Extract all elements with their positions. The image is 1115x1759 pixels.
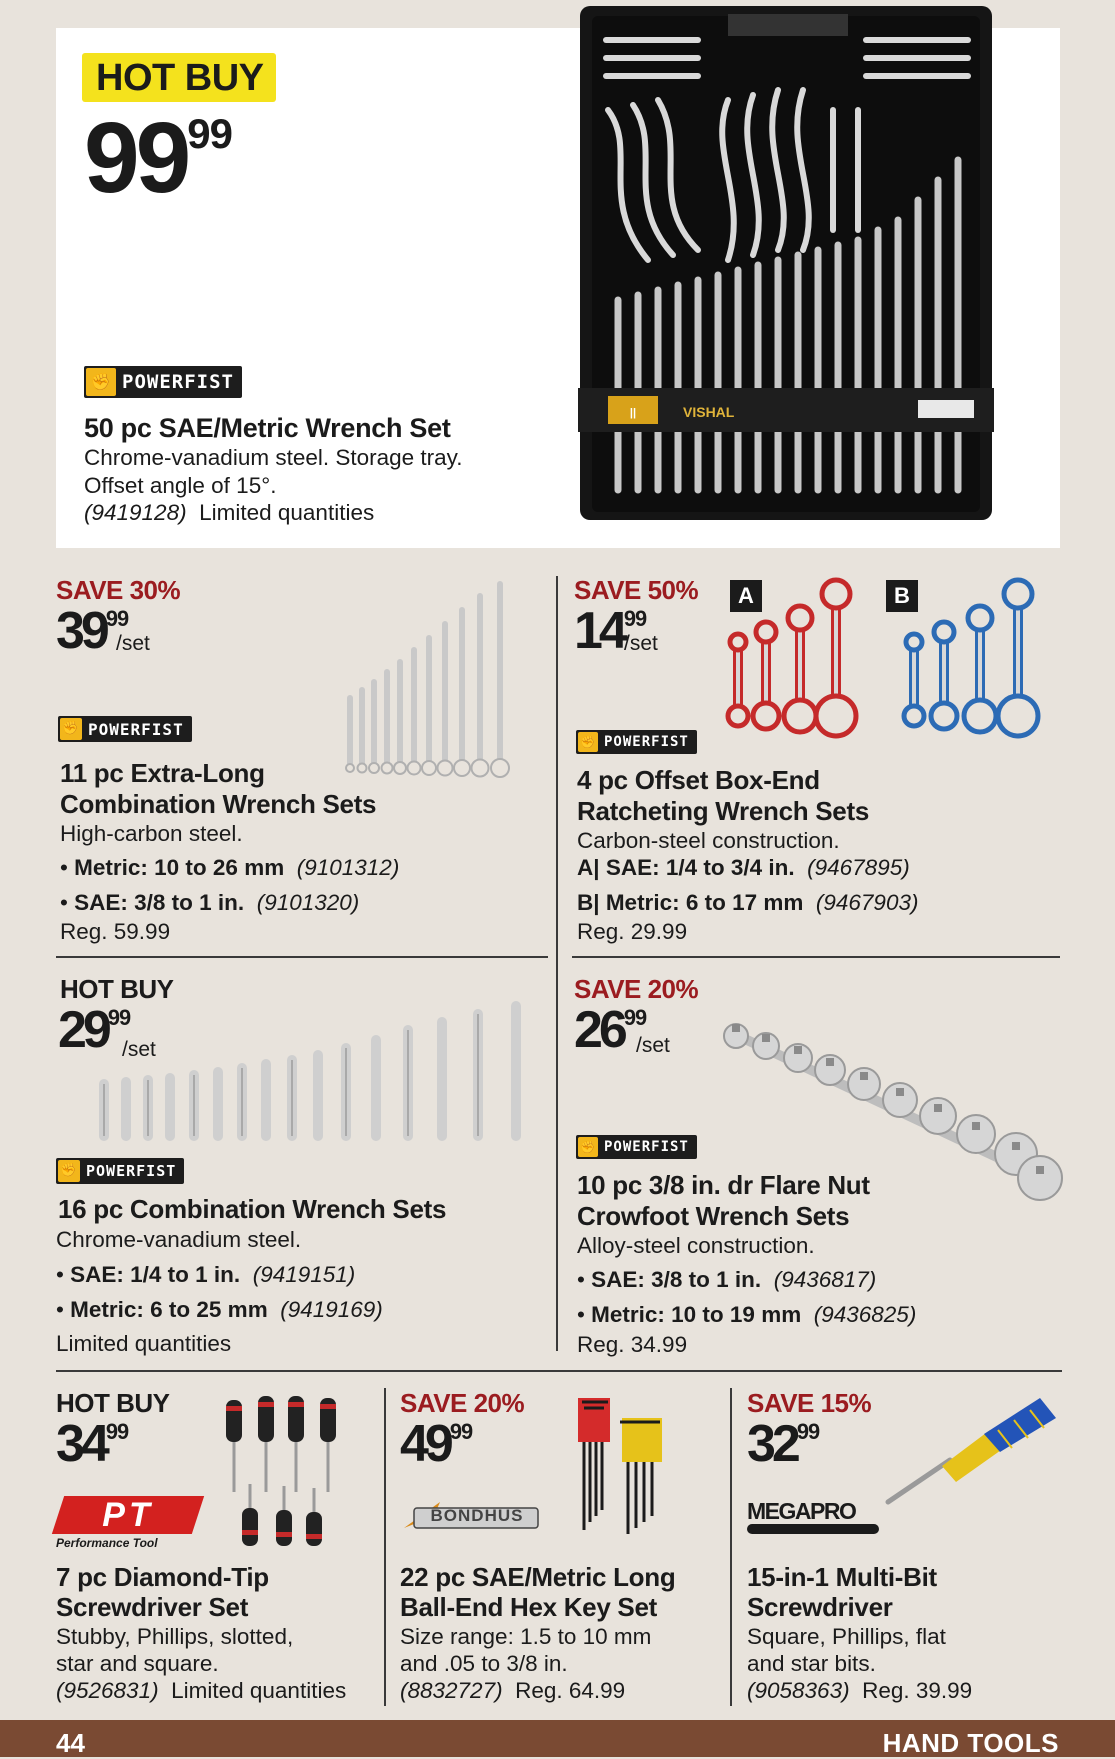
p5-screwdriver-image [214,1392,364,1552]
hero-desc-2: Offset angle of 15°. [84,473,277,498]
p3-wrench-image [90,1000,540,1150]
p7-desc-2: and star bits. [747,1651,876,1676]
p6-title-2: Ball-End Hex Key Set [400,1592,657,1622]
divider-vertical-2 [384,1388,386,1706]
p1-price: $39^{99}$ [56,602,129,660]
section-title: HAND TOOLS [882,1728,1059,1758]
p4-bullet-sae: • SAE: 3/8 to 1 in. (9436817) [577,1267,877,1292]
p3-bullet-metric: • Metric: 6 to 25 mm (9419169) [56,1297,383,1322]
p3-desc: Chrome-vanadium steel. [56,1227,302,1252]
p3-bullet-sae: • SAE: 1/4 to 1 in. (9419151) [56,1262,356,1287]
p1-desc: High-carbon steel. [60,821,243,846]
p1-wrench-image [340,578,520,778]
fist-icon: ✊ [86,368,116,396]
hero-title: 50 pc SAE/Metric Wrench Set [84,413,451,443]
p4-powerfist-logo: ✊ POWERFIST [576,1135,697,1159]
divider-horizontal-left [56,956,548,958]
p7-price: $32^{99}$ [747,1415,820,1473]
p1-reg-price: Reg. 59.99 [60,919,171,944]
p4-unit: /set [636,1034,670,1057]
bondhus-logo: BONDHUS [400,1498,540,1532]
p2-title-2: Ratcheting Wrench Sets [577,796,869,826]
p3-note: Limited quantities [56,1331,232,1356]
p2-save-tag: SAVE 50% [574,575,699,605]
p1-save-tag: SAVE 30% [56,575,181,605]
p1-bullet-metric: • Metric: 10 to 26 mm (9101312) [60,855,400,880]
p6-save-tag: SAVE 20% [400,1388,525,1418]
p7-desc-1: Square, Phillips, flat [747,1624,946,1649]
p4-title-1: 10 pc 3/8 in. dr Flare Nut [577,1170,870,1200]
p3-price: $29^{99}$ [58,1001,131,1059]
p5-hot-buy-tag: HOT BUY [56,1388,170,1418]
p5-sku-line: (9526831) Limited quantities [56,1678,347,1703]
pt-logo: PT [52,1496,204,1534]
fist-icon: ✊ [60,718,82,740]
p2-desc: Carbon-steel construction. [577,828,840,853]
hero-desc-1: Chrome-vanadium steel. Storage tray. [84,445,463,470]
p7-title-1: 15-in-1 Multi-Bit [747,1562,937,1592]
p4-title-2: Crowfoot Wrench Sets [577,1201,850,1231]
p6-desc-2: and .05 to 3/8 in. [400,1651,568,1676]
hero-sku-line: (9419128) Limited quantities [84,500,375,525]
p7-sku-line: (9058363) Reg. 39.99 [747,1678,973,1703]
p5-desc-2: star and square. [56,1651,219,1676]
tray-label: VISHAL [683,404,735,420]
divider-vertical-1 [556,576,558,1351]
p6-title-1: 22 pc SAE/Metric Long [400,1562,676,1592]
p2-powerfist-logo: ✊ POWERFIST [576,730,697,754]
p6-hex-key-image [574,1390,684,1540]
p4-bullet-metric: • Metric: 10 to 19 mm (9436825) [577,1302,917,1327]
fist-icon: ✊ [578,732,598,752]
svg-text:||: || [629,407,637,419]
divider-vertical-3 [730,1388,732,1706]
p2-unit: /set [624,632,658,655]
fist-icon: ✊ [578,1137,598,1157]
hero-price: $99^{99}$ [84,102,232,214]
p1-bullet-sae: • SAE: 3/8 to 1 in. (9101320) [60,890,360,915]
p2-option-a: A| SAE: 1/4 to 3/4 in. (9467895) [577,855,910,880]
p5-title-2: Screwdriver Set [56,1592,249,1622]
powerfist-logo: ✊ POWERFIST [84,366,242,398]
p2-option-b: B| Metric: 6 to 17 mm (9467903) [577,890,919,915]
p3-title: 16 pc Combination Wrench Sets [58,1194,447,1224]
fist-icon: ✊ [58,1160,80,1182]
p3-hot-buy-tag: HOT BUY [60,974,174,1004]
p3-unit: /set [122,1038,156,1061]
p4-desc: Alloy-steel construction. [577,1233,815,1258]
p1-title-2: Combination Wrench Sets [60,789,377,819]
p2-title-1: 4 pc Offset Box-End [577,765,820,795]
p6-desc-1: Size range: 1.5 to 10 mm [400,1624,652,1649]
p7-save-tag: SAVE 15% [747,1388,872,1418]
p4-price: $26^{99}$ [574,1001,647,1059]
p6-price: $49^{99}$ [400,1415,473,1473]
megapro-logo-bar [747,1524,879,1534]
p5-title-1: 7 pc Diamond-Tip [56,1562,269,1592]
p1-unit: /set [116,632,150,655]
divider-horizontal-bottom [56,1370,1062,1372]
p5-desc-1: Stubby, Phillips, slotted, [56,1624,294,1649]
p7-title-2: Screwdriver [747,1592,893,1622]
p1-title-1: 11 pc Extra-Long [60,758,265,788]
p2-label-b: B [886,580,918,612]
megapro-logo: MEGAPRO [747,1498,856,1524]
p4-save-tag: SAVE 20% [574,974,699,1004]
divider-horizontal-right [572,956,1060,958]
p1-powerfist-logo: ✊ POWERFIST [58,716,192,742]
p7-screwdriver-image [880,1390,1060,1510]
pt-logo-sub: Performance Tool [56,1536,158,1550]
p2-ratchet-wrench-image [716,576,1062,740]
p2-label-a: A [730,580,762,612]
p2-price: $14^{99}$ [574,602,647,660]
page-number: 44 [56,1728,85,1758]
hot-buy-badge: HOT BUY [82,53,276,102]
p5-price: $34^{99}$ [56,1415,129,1473]
wrench-set-tray-image [578,0,994,524]
p6-sku-line: (8832727) Reg. 64.99 [400,1678,626,1703]
p4-reg-price: Reg. 34.99 [577,1332,688,1357]
p2-reg-price: Reg. 29.99 [577,919,688,944]
p3-powerfist-logo: ✊ POWERFIST [56,1158,184,1184]
